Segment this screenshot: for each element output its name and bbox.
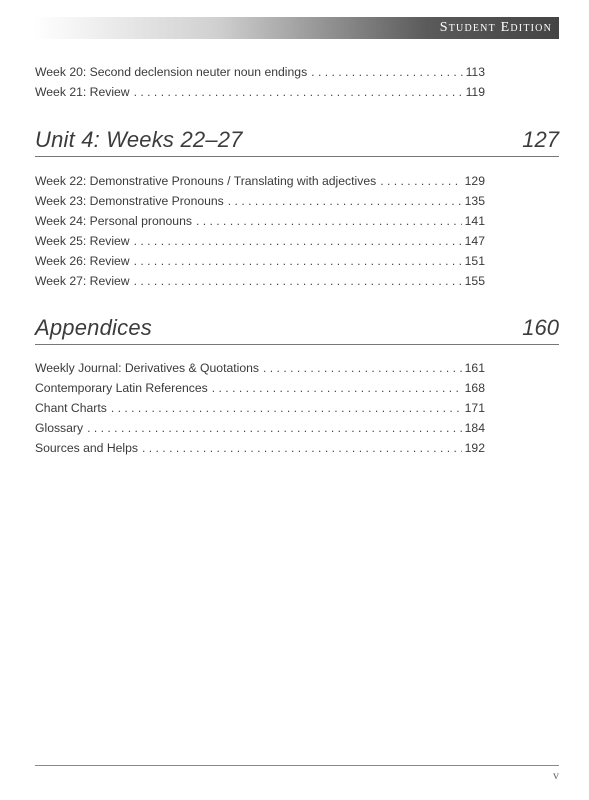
dot-leader [196,212,462,230]
toc-entry-week-25[interactable] [35,232,485,250]
dot-leader [380,172,461,190]
toc-entry-title: Weekly Journal: Derivatives & Quotations [35,361,259,375]
toc-entry-title: Week 25: Review [35,234,130,248]
toc-entry-title: Week 21: Review [35,85,130,99]
dot-leader [311,63,462,81]
toc-entry-week-26[interactable] [35,252,485,270]
section-page: 160 [522,315,559,340]
toc-entry-page: 161 [464,361,485,375]
toc-entry-week-22[interactable] [35,172,485,190]
dot-leader [142,439,462,457]
footer-page-number: v [553,768,559,782]
toc-entry-sources-helps[interactable] [35,439,485,457]
toc-entry-page: 135 [464,194,485,208]
dot-leader [134,232,462,250]
dot-leader [134,272,462,290]
toc-entry-page: 171 [464,401,485,415]
toc-entry-title: Sources and Helps [35,441,138,455]
section-page: 127 [522,127,559,152]
dot-leader [134,252,462,270]
toc-entry-title: Week 24: Personal pronouns [35,214,192,228]
toc-entry-page: 141 [464,214,485,228]
toc-entry-page: 147 [464,234,485,248]
toc-entry-page: 184 [464,421,485,435]
toc-entry-page: 192 [464,441,485,455]
toc-entry-page: 155 [464,274,485,288]
edition-label: Student Edition [439,20,552,35]
toc-entry-page: 151 [464,254,485,268]
toc-entry-title: Week 20: Second declension neuter noun endings [35,65,308,79]
toc-entry-title: Chant Charts [35,401,107,415]
dot-leader [228,192,462,210]
toc-entry-page: 168 [464,381,485,395]
dot-leader [87,419,462,437]
toc-entry-page: 129 [464,174,485,188]
toc-entry-chant-charts[interactable] [35,399,485,417]
toc-entry-glossary[interactable] [35,419,485,437]
toc-entry-title: Week 27: Review [35,274,130,288]
toc-entry-title: Week 23: Demonstrative Pronouns [35,194,224,208]
section-title: Unit 4: Weeks 22–27 [35,127,243,152]
dot-leader [111,399,462,417]
toc-entry-title: Week 26: Review [35,254,130,268]
dot-leader [263,359,462,377]
toc-entry-title: Week 22: Demonstrative Pronouns / Translating with adjectives [35,174,377,188]
toc-entry-page: 113 [465,65,485,79]
dot-leader [134,83,463,101]
toc-entry-week-24[interactable] [35,212,485,230]
toc-entry-weekly-journal[interactable] [35,359,485,377]
dot-leader [212,379,462,397]
section-heading-unit-4 [35,126,559,157]
toc-entry-page: 119 [465,85,485,99]
toc-entry-title: Contemporary Latin References [35,381,208,395]
footer-rule [35,765,559,766]
toc-entry-week-20[interactable] [35,63,485,81]
toc-entry-week-21[interactable] [35,83,485,101]
header-banner [33,17,559,39]
section-title: Appendices [35,315,152,340]
toc-entry-week-23[interactable] [35,192,485,210]
toc-entry-contemporary-latin[interactable] [35,379,485,397]
section-heading-appendices [35,314,559,345]
toc-entry-week-27[interactable] [35,272,485,290]
toc-entry-title: Glossary [35,421,84,435]
